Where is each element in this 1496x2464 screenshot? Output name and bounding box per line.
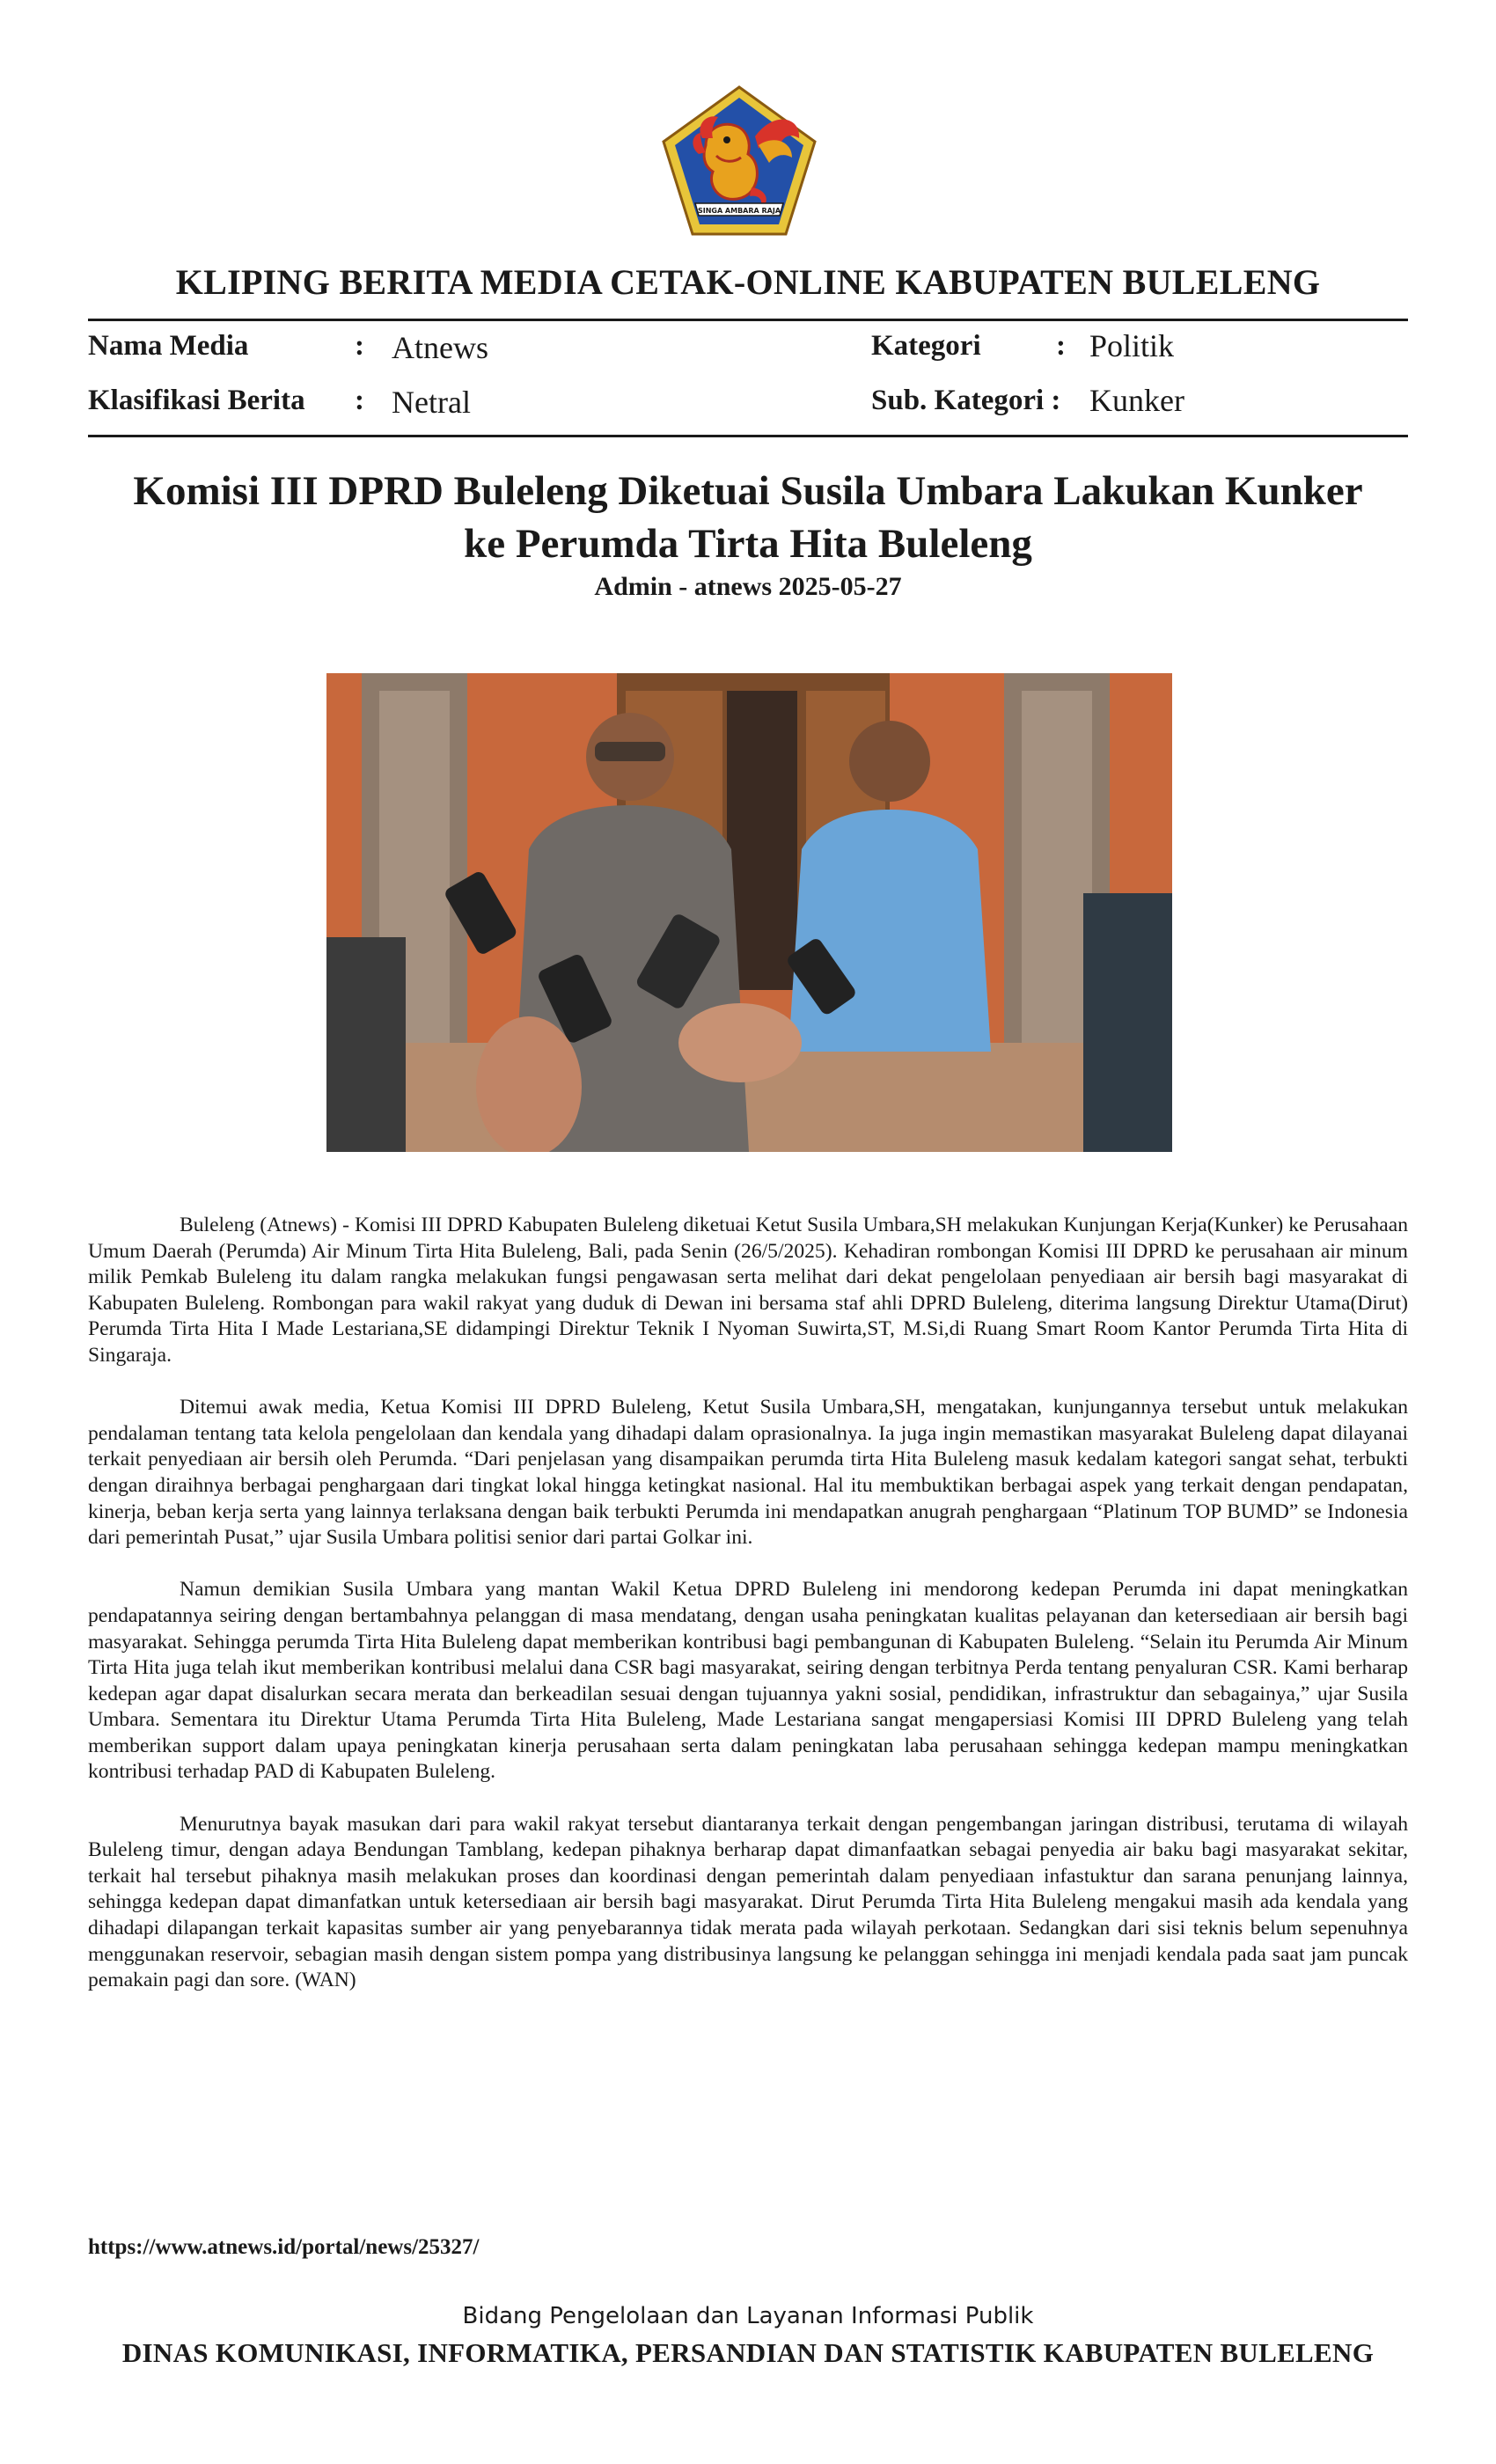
sub-kategori-label: Sub. Kategori :: [871, 385, 1061, 416]
kliping-title: KLIPING BERITA MEDIA CETAK-ONLINE KABUPATEN BULELENG: [175, 262, 1321, 302]
kategori-value: Politik: [1089, 328, 1175, 363]
footer-department-line: Bidang Pengelolaan dan Layanan Informasi Publik: [462, 2303, 1034, 2329]
kategori-label: Kategori: [871, 330, 981, 362]
header-divider-bottom: [88, 435, 1408, 437]
kabupaten-buleleng-logo: [660, 84, 818, 238]
singa-ambara-raja-crest-icon: [660, 84, 818, 238]
klasifikasi-berita-label: Klasifikasi Berita: [88, 385, 305, 416]
nama-media-colon: :: [355, 330, 364, 362]
nama-media-value: Atnews: [392, 330, 488, 365]
nama-media-label: Nama Media: [88, 330, 249, 362]
headline-line-1: Komisi III DPRD Buleleng Diketuai Susila Umbara Lakukan Kunker: [133, 468, 1363, 514]
article-paragraph-2: Ditemui awak media, Ketua Komisi III DPRD Buleleng, Ketut Susila Umbara,SH, mengatakan, kunjungannya tersebut untuk melakukan pendalaman tentang tata kelola pengelolaan dan kendala yang dihadapi dalam oprasionalnya. Ia juga ingin memastikan masyarakat Buleleng dapat dilayanai terkait penyediaan air bersih oleh Perumda. “Dari penjelasan yang disampaikan perumda tirta Hita Buleleng masuk kedalam kategori sangat sehat, terbukti dengan diraihnya berbagai penghargaan dari tingkat lokal hingga ketingkat nasional. Hal itu membuktikan berbagai aspek yang terkait dengan pendapatan, kinerja, beban kerja serta yang lainnya terlaksana dengan baik terbukti Perumda ini mendapatkan anugrah penghargaan “Platinum TOP BUMD” se Indonesia dari pemerintah Pusat,” ujar Susila Umbara politisi senior dari partai Golkar ini.: [88, 1396, 1408, 1550]
article-headline: [88, 465, 1408, 570]
article-paragraph-1: Buleleng (Atnews) - Komisi III DPRD Kabupaten Buleleng diketuai Ketut Susila Umbara,SH melakukan Kunjungan Kerja(Kunker) ke Perusahaan Umum Daerah (Perumda) Air Minum Tirta Hita Buleleng, Bali, pada Senin (26/5/2025). Kehadiran rombongan Komisi III DPRD ke perusahaan air minum milik Pemkab Buleleng itu dalam rangka melakukan fungsi pengawasan serta melihat dari dekat pengelolaan penyediaan air bersih bagi masyarakat di Kabupaten Buleleng. Rombongan para wakil rakyat yang duduk di Dewan ini bersama staf ahli DPRD Buleleng, diterima langsung Direktur Utama(Dirut) Perumda Tirta Hita I Made Lestariana,SE didampingi Direktur Teknik I Nyoman Suwirta,ST, M.Si,di Ruang Smart Room Kantor Perumda Tirta Hita di Singaraja.: [88, 1214, 1408, 1367]
article-photo-illustration: [326, 673, 1172, 1152]
header-divider-top: [88, 319, 1408, 321]
klasifikasi-berita-colon: :: [355, 385, 364, 416]
source-link[interactable]: https://www.atnews.id/portal/news/25327/: [88, 2235, 480, 2259]
kategori-colon: :: [1056, 330, 1066, 362]
footer-agency-line: DINAS KOMUNIKASI, INFORMATIKA, PERSANDIAN DAN STATISTIK KABUPATEN BULELENG: [121, 2337, 1375, 2368]
article-photo: [326, 673, 1172, 1152]
sub-kategori-value: Kunker: [1089, 383, 1184, 418]
klasifikasi-berita-value: Netral: [392, 385, 471, 420]
article-byline: Admin - atnews 2025-05-27: [594, 572, 902, 601]
article-paragraph-4: Menurutnya bayak masukan dari para wakil rakyat tersebut diantaranya terkait dengan pengembangan jaringan distribusi, terutama di wilayah Buleleng timur, dengan adaya Bendungan Tamblang, kedepan pihaknya berharap dapat dimanfaatkan sebagai penyedia air baku bagi masyarakat sekitar, terkait hal tersebut pihaknya masih melakukan proses dan koordinasi dengan pemerintah dalam penyediaan infastuktur dan sarana penunjang lainnya, sehingga kedepan dapat dimanfatkan untuk ketersediaan air bersih bagi masyarakat. Dirut Perumda Tirta Hita Buleleng mengakui masih ada kendala yang dihadapi dilapangan terkait kapasitas sumber air yang penyebarannya tidak merata pada wilayah perkotaan. Sedangkan dari sisi teknis belum sepenuhnya menggunakan reservoir, sebagian masih dengan sistem pompa yang distribusinya langsung ke pelanggan sehingga ini menjadi kendala pada saat jam puncak pemakain pagi dan sore. (WAN): [88, 1812, 1408, 1992]
headline-line-2: ke Perumda Tirta Hita Buleleng: [464, 521, 1032, 567]
article-paragraph-3: Namun demikian Susila Umbara yang mantan Wakil Ketua DPRD Buleleng ini mendorong kedepan Perumda ini dapat meningkatkan pendapatannya seiring dengan bertambahnya pelanggan di masa mendatang, dengan usaha peningkatan kualitas pelayanan dan ketersediaan air bersih bagi masyarakat. Sehingga perumda Tirta Hita Buleleng dapat memberikan kontribusi bagi pembangunan di Kabupaten Buleleng. “Selain itu Perumda Air Minum Tirta Hita juga telah ikut memberikan kontribusi melalui dana CSR bagi masyarakat, seiring dengan terbitnya Perda tentang penyaluran CSR. Kami berharap kedepan agar dapat disalurkan secara merata dan berkeadilan sesuai dengan tujuannya yakni sosial, pendidikan, infrastruktur dan sebagainya,” ujar Susila Umbara. Sementara itu Direktur Utama Perumda Tirta Hita Buleleng, Made Lestariana sangat mengapersiasi Komisi III DPRD Buleleng yang telah memberikan support dalam upaya peningkatan kinerja perusahaan serta dalam peningkatan laba perusahaan sehingga kedepan mampu meningkatkan kontribusi terhadap PAD di Kabupaten Buleleng.: [88, 1578, 1408, 1784]
article-body: [88, 1213, 1408, 2020]
logo-motto: SINGA AMBARA RAJA: [697, 207, 781, 215]
